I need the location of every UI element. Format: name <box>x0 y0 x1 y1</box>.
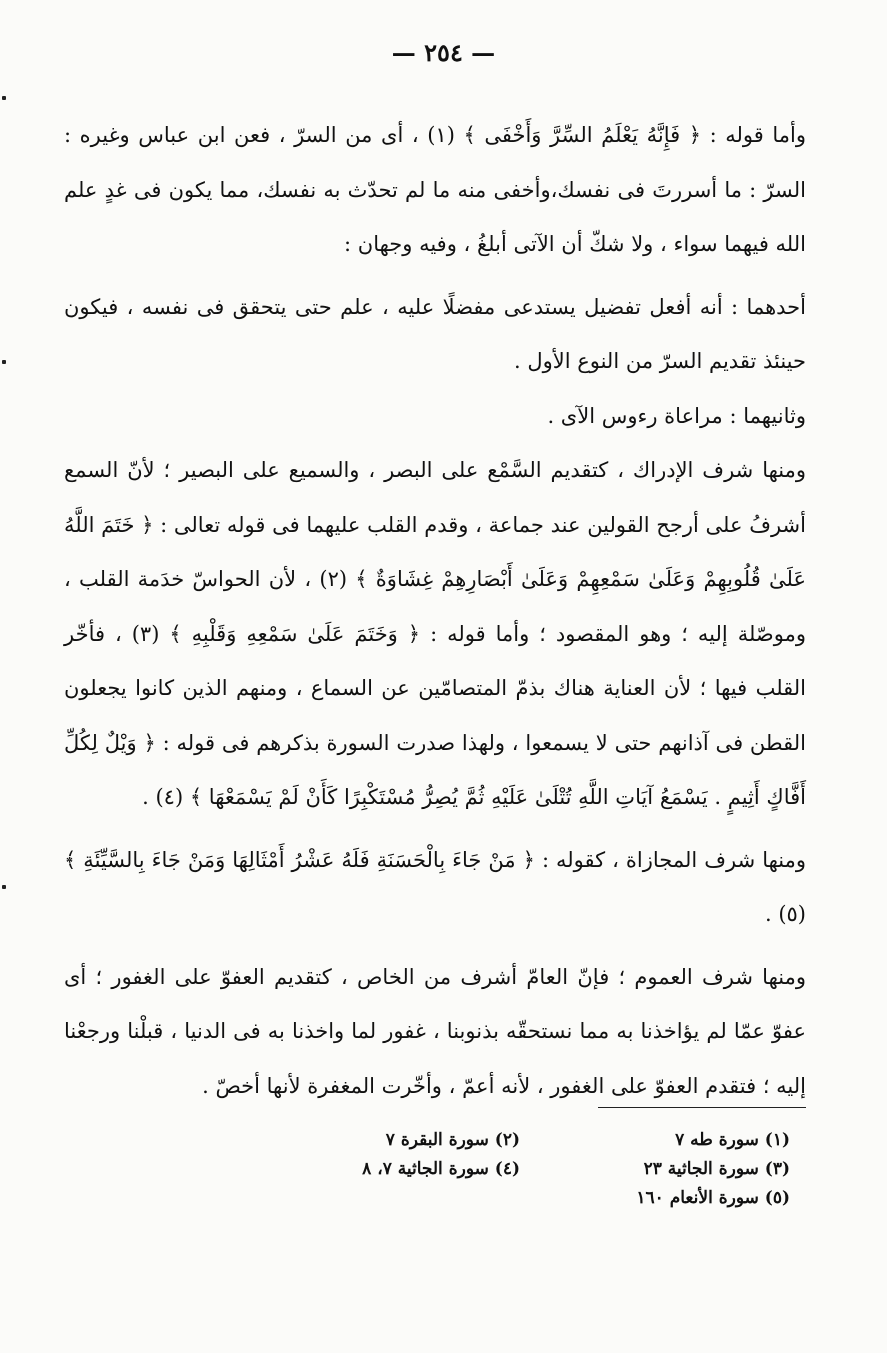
footnote-row <box>250 1155 790 1184</box>
scan-edge-mark <box>2 96 6 100</box>
footnote-1: (١) سورة طه ٧ <box>675 1130 790 1150</box>
paragraph-6: ومنها شرف العموم ؛ فإنّ العامّ أشرف من الخاص ، كتقديم العفوّ على الغفور ؛ أى عفوّ عمّا لم يؤاخذنا به مما نستحقّه بذنوبنا ، غفور لما واخذنا به فى الدنيا ، قبلْنا ورجعْنا إليه ؛ فتقدم العفوّ على الغفور ، لأنه أعمّ ، وأخّرت المغفرة لأنها أخصّ . <box>64 964 806 1098</box>
body-text <box>64 108 806 1113</box>
footnote-row <box>250 1184 790 1213</box>
footnote-2: (٢) سورة البقرة ٧ <box>385 1130 520 1150</box>
footnote-row <box>250 1126 790 1155</box>
scan-edge-mark <box>2 360 6 364</box>
footnote-3: (٣) سورة الجاثية ٢٣ <box>643 1159 790 1179</box>
footnote-4: (٤) سورة الجاثية ٧، ٨ <box>362 1159 520 1179</box>
scan-edge-mark <box>2 885 6 889</box>
footnote-5: (٥) سورة الأنعام ١٦٠ <box>636 1188 790 1208</box>
paragraph-1: وأما قوله : ﴿ فَإِنَّهُ يَعْلَمُ السِّرَّ وَأَخْفَى ﴾ (١) ، أى من السرّ ، فعن ابن عباس وغيره : السرّ : ما أسررتَ فى نفسك،وأخفى منه ما لم تحدّث به نفسك، مما يكون فى غدٍ علم الله فيهما سواء ، ولا شكّ أن الآتى أبلغُ ، وفيه وجهان : <box>64 123 806 256</box>
page-number: — ٢٥٤ — <box>391 38 496 67</box>
paragraph-3: وثانيهما : مراعاة رءوس الآى . <box>547 403 806 428</box>
paragraph-4: ومنها شرف الإدراك ، كتقديم السَّمْع على البصر ، والسميع على البصير ؛ لأنّ السمع أشرفُ على أرجح القولين عند جماعة ، وقدم القلب عليهما فى قوله تعالى : ﴿ خَتَمَ اللَّهُ عَلَىٰ قُلُوبِهِمْ وَعَلَىٰ سَمْعِهِمْ وَعَلَىٰ أَبْصَارِهِمْ غِشَاوَةٌ ﴾ (٢) ، لأن الحواسّ خدَمة القلب ، وموصّلة إليه ؛ وهو المقصود ؛ وأما قوله : ﴿ وَخَتَمَ عَلَىٰ سَمْعِهِ وَقَلْبِهِ ﴾ (٣) ، فأخّر القلب فيها ؛ لأن العناية هناك بذمّ المتصامّين عن السماع ، ومنهم الذين كانوا يجعلون القطن فى آذانهم حتى لا يسمعوا ، ولهذا صدرت السورة بذكرهم فى قوله : ﴿ وَيْلٌ لِكُلِّ أَفَّاكٍ أَثِيمٍ . يَسْمَعُ آيَاتِ اللَّهِ تُتْلَىٰ عَلَيْهِ ثُمَّ يُصِرُّ مُسْتَكْبِرًا كَأَنْ لَمْ يَسْمَعْهَا ﴾ (٤) . <box>64 458 806 809</box>
footnote-divider <box>598 1107 806 1108</box>
footnotes <box>250 1126 790 1213</box>
paragraph-2: أحدهما : أنه أفعل تفضيل يستدعى مفضلًا عليه ، علم حتى يتحقق فى نفسه ، فيكون حينئذ تقديم السرّ من النوع الأول . <box>64 294 806 373</box>
paragraph-5: ومنها شرف المجازاة ، كقوله : ﴿ مَنْ جَاءَ بِالْحَسَنَةِ فَلَهُ عَشْرُ أَمْثَالِهَا وَمَنْ جَاءَ بِالسَّيِّئَةِ ﴾ (٥) . <box>64 847 806 926</box>
